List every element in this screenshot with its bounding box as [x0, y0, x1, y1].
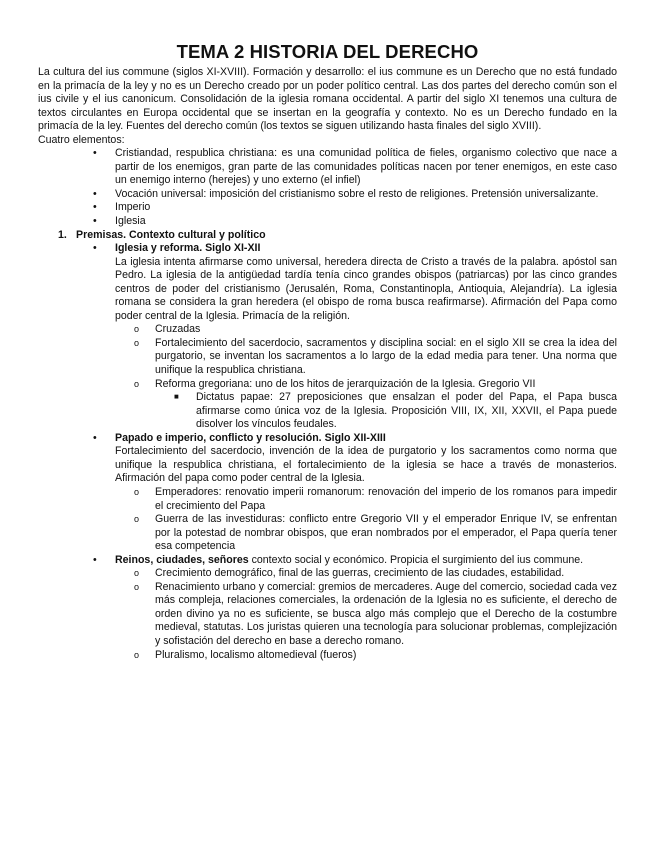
list-item: o Pluralismo, localismo altomedieval (fueros)	[134, 648, 357, 661]
bullet-icon: •	[93, 215, 97, 228]
subsection-heading: Reinos, ciudades, señores	[115, 553, 249, 566]
bullet-icon: •	[93, 553, 97, 566]
list-item: o Renacimiento urbano y comercial: gremios de mercaderes. Auge del comercio, sociedad cada vez más compleja, relaciones comerciales, la ordenación de la Iglesia no es suficiente, el derecho de orden divino ya no es suficiente, se busca algo más complejo que el Derecho de la costumbre medieval, statutas. Los juristas quieren una tecnología para solucionar problemas, complejización y sofistación del derecho en base a derecho romano.	[134, 580, 617, 647]
circle-bullet-icon: o	[134, 649, 140, 660]
subsection-papado-imperio	[38, 432, 617, 486]
bullet-icon: •	[93, 201, 97, 214]
subsection-reinos-ciudades	[38, 554, 617, 568]
list-item: o Reforma gregoriana: uno de los hitos de jerarquización de la Iglesia. Gregorio VII	[134, 377, 536, 390]
intro-paragraph: La cultura del ius commune (siglos XI-XVIII). Formación y desarrollo: el ius commune es un Derecho que no está fundado en la primacía de la ley y no es un Derecho creado por un poder político central. Las dos partes del derecho común son el ius civile y el ius canonicum. Consolidación de la iglesia romana occidental. A partir del siglo XI tenemos una cultura de textos circulantes en Europa occidental que se insertan en la geografía y contexto. No es un Derecho fundado en la primacía de la ley. Fuentes del derecho común (los textos se siguen utilizando hasta finales del siglo XVIII).	[38, 66, 617, 133]
list-item: o Crecimiento demográfico, final de las guerras, crecimiento de las ciudades, estabilidad.	[134, 567, 565, 580]
section-number: 1.	[58, 228, 67, 241]
subsection-3-items	[38, 567, 617, 662]
document-body	[38, 66, 617, 662]
subsection-1-items	[38, 323, 617, 431]
list-item: ■ Dictatus papae: 27 preposiciones que ensalzan el poder del Papa, el Papa busca afirmarse como única voz de la Iglesia. Proposición VIII, IX, XII, XXVII, el Papa puede disolver los vínculos feudales.	[174, 391, 617, 431]
list-item: • Cristiandad, respublica christiana: es una comunidad política de fieles, organismo colectivo que nace a partir de los enemigos, gran parte de las comunidades políticas nacen por tener enemigos, en este caso un enemigo interno (herejes) y uno externo (el infiel)	[93, 147, 617, 187]
circle-bullet-icon: o	[134, 378, 140, 389]
list-item: o Fortalecimiento del sacerdocio, sacramentos y disciplina social: en el siglo XII se crea la idea del purgatorio, se inventan los sacramentos a lo largo de la edad media para tener. Una norma que unifique la respublica christiana.	[134, 336, 617, 377]
subsection-text: contexto social y económico. Propicia el surgimiento del ius commune.	[248, 553, 584, 566]
list-item: • Vocación universal: imposición del cristianismo sobre el resto de religiones. Pretensión universalizante.	[93, 187, 599, 200]
circle-bullet-icon: o	[134, 568, 140, 579]
bullet-icon: •	[93, 242, 97, 255]
list-item: o Emperadores: renovatio imperii romanorum: renovación del imperio de los romanos para impedir el crecimiento del Papa	[134, 485, 617, 512]
subsection-text: Fortalecimiento del sacerdocio, invención de la idea de purgatorio y los sacramentos como norma que unifique la respublica christiana, el fortalecimiento de la iglesia se hace a través de monasterios. Afirmación del papa como poder central de la Iglesia.	[115, 445, 617, 485]
cuatro-elementos-label: Cuatro elementos:	[38, 133, 125, 146]
bullet-icon: •	[93, 147, 97, 160]
circle-bullet-icon: o	[134, 514, 140, 525]
square-bullet-icon: ■	[174, 392, 179, 402]
list-item: • Iglesia	[93, 215, 146, 228]
subsection-2-items	[38, 486, 617, 554]
circle-bullet-icon: o	[134, 581, 140, 592]
subsection-heading: Iglesia y reforma. Siglo XI-XII	[115, 242, 261, 255]
subsection-heading: Papado e imperio, conflicto y resolución. Siglo XII-XIII	[115, 431, 386, 444]
list-item: • Imperio	[93, 201, 151, 214]
section-title: Premisas. Contexto cultural y político	[76, 228, 266, 241]
circle-bullet-icon: o	[134, 337, 140, 348]
circle-bullet-icon: o	[134, 486, 140, 497]
list-item: o Cruzadas	[134, 323, 201, 336]
subsection-text: La iglesia intenta afirmarse como universal, heredera directa de Cristo a través de la palabra. apóstol san Pedro. La iglesia de la antigüedad tardía tenía cinco grandes obispos (patriarcas) por las cinco grandes centros de poder del cristianismo (Jerusalén, Roma, Constantinopla, Antioquia, Alejandría). La iglesia romana se considera la gran heredera (el obispo de roma busca reafirmarse). Afirmación del Papa como poder central de la Iglesia. Primacía de la religión.	[115, 255, 617, 322]
bullet-icon: •	[93, 187, 97, 200]
section-heading	[38, 229, 617, 243]
bullet-icon: •	[93, 431, 97, 444]
document-title: TEMA 2 HISTORIA DEL DERECHO	[176, 41, 479, 62]
list-item: o Guerra de las investiduras: conflicto entre Gregorio VII y el emperador Enrique IV, se enfrentan por la potestad de nombrar obispos, que eran nombrados por el emperador, el Papa quería tener esa competencia	[134, 513, 617, 553]
elementos-list	[38, 147, 617, 228]
subsection-iglesia-reforma	[38, 242, 617, 323]
circle-bullet-icon: o	[134, 324, 140, 335]
